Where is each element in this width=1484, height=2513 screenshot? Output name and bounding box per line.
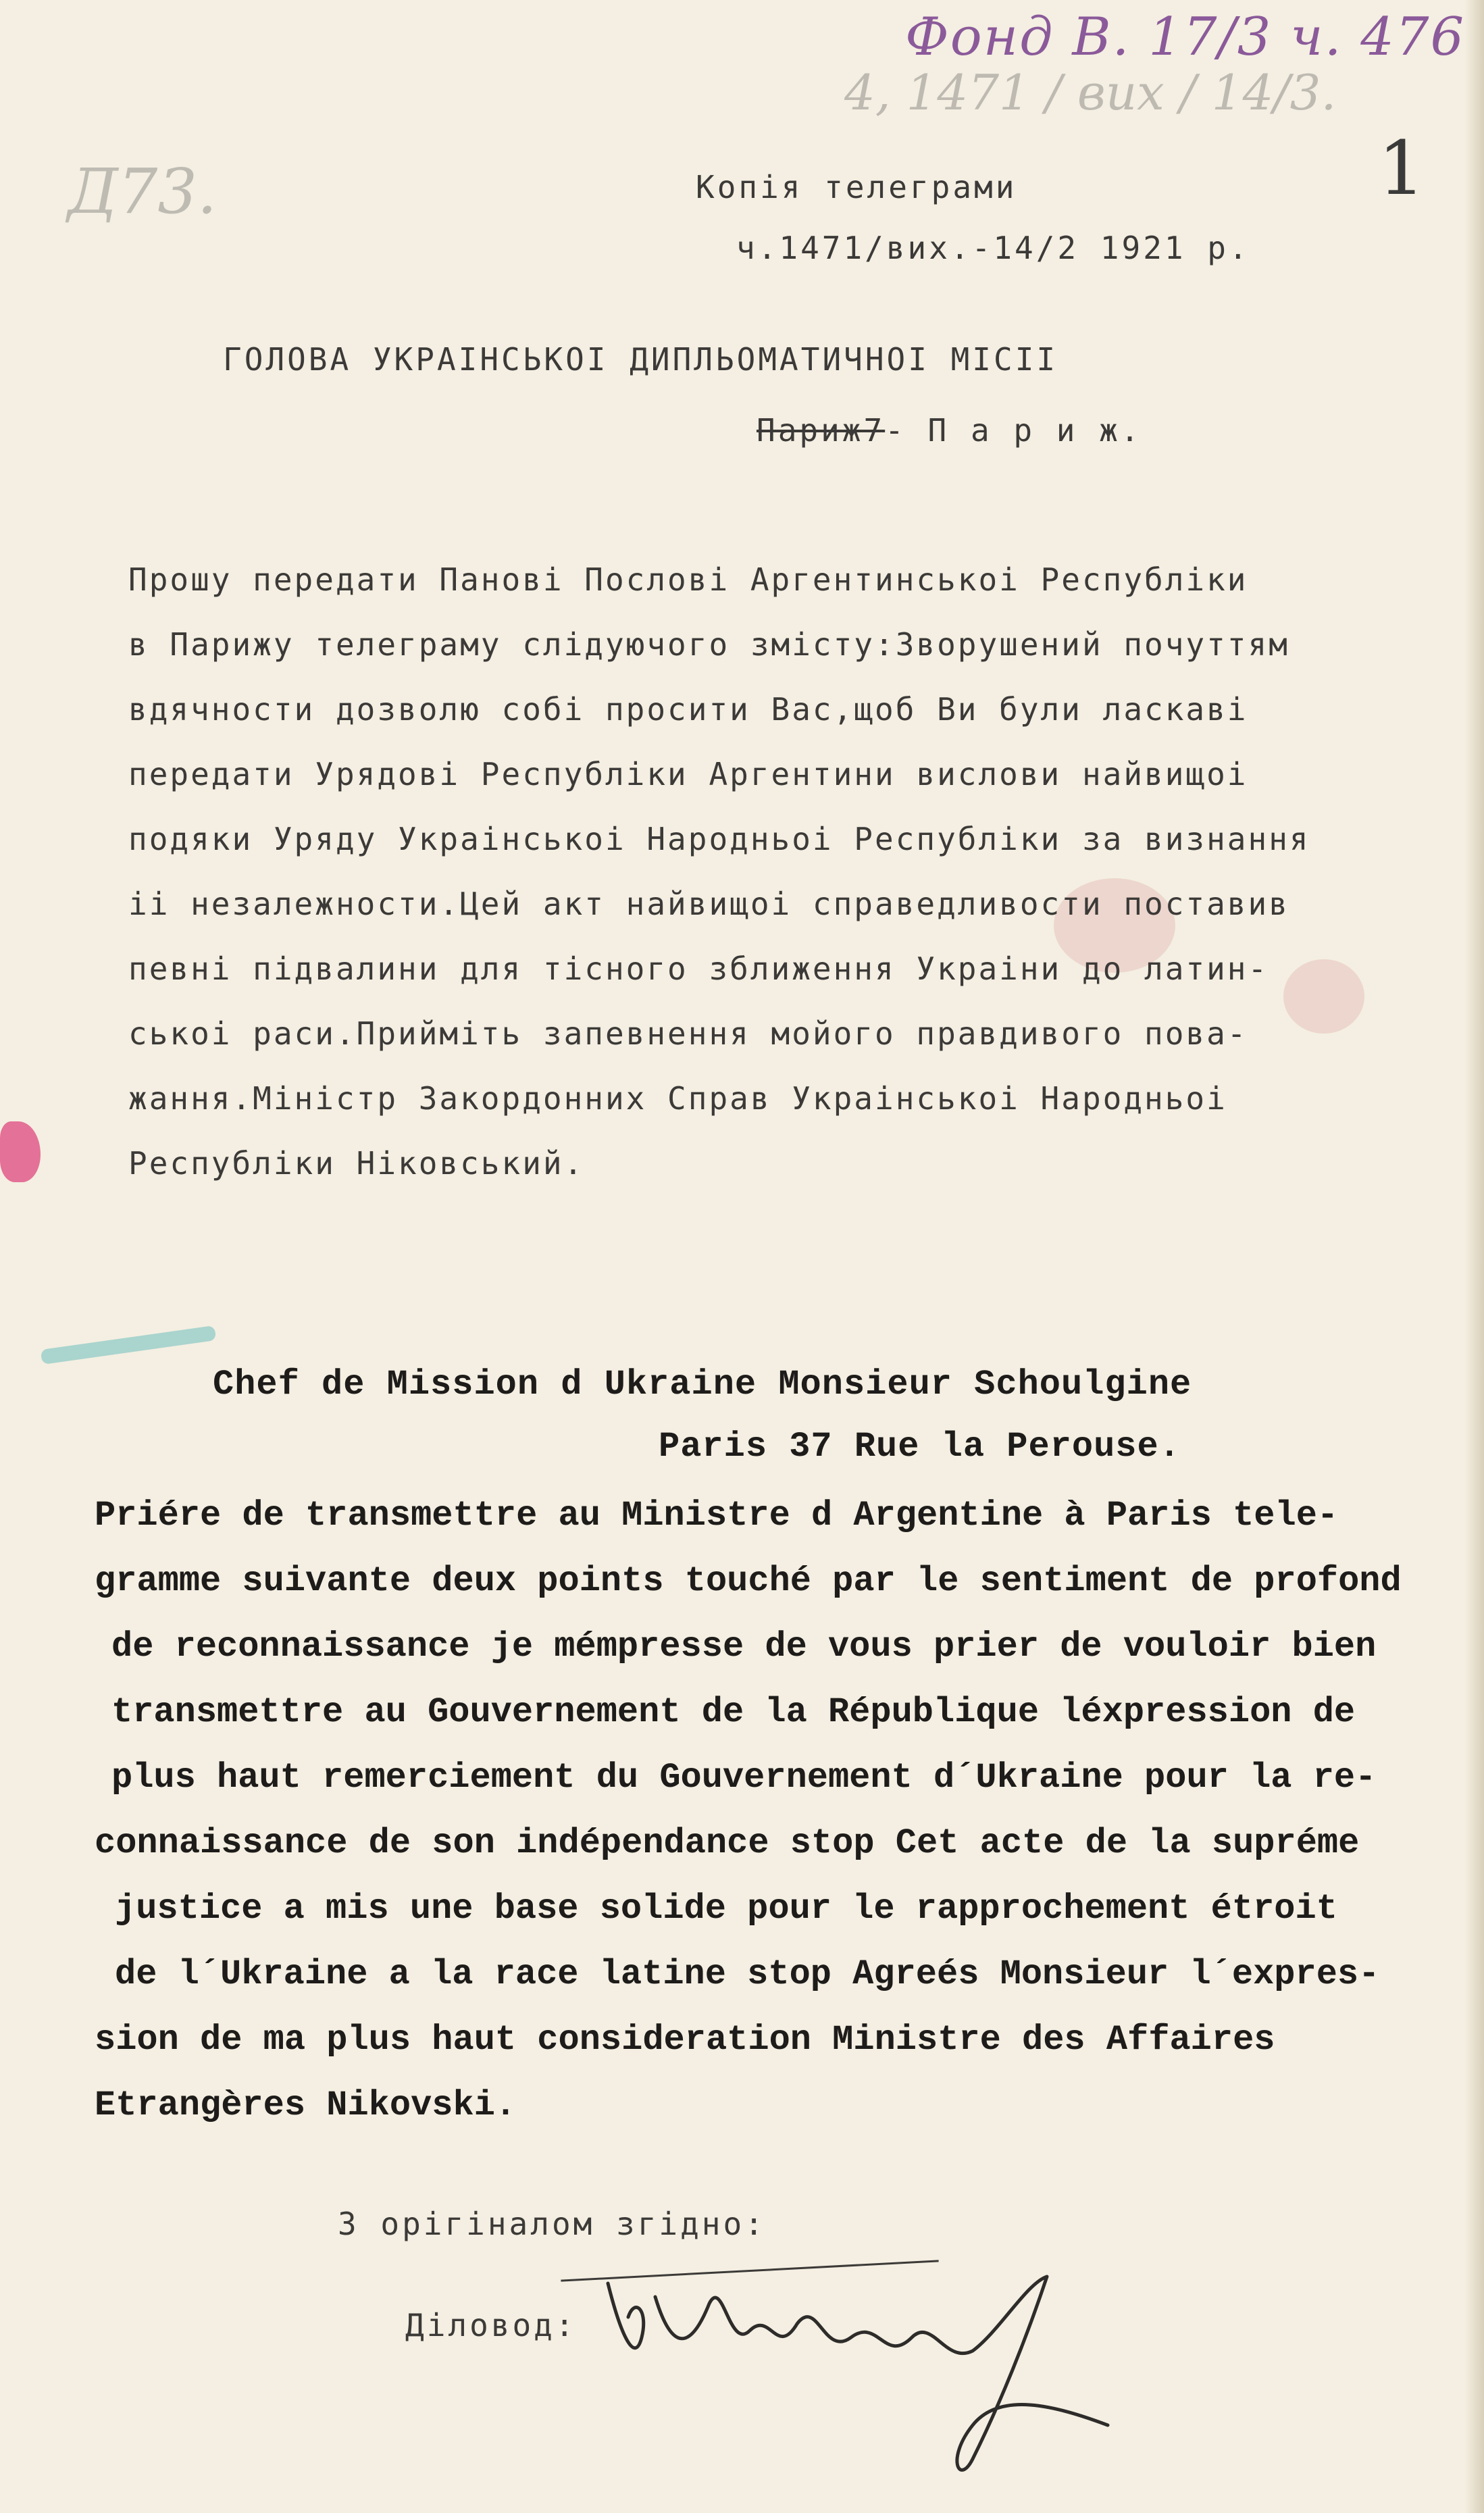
body-ua-line: в Парижу телеграму слідуючого змісту:Зворушений почуттям (128, 626, 1289, 663)
body-fr-line: transmettre au Gouvernement de la République léxpression de (111, 1692, 1356, 1732)
teal-ink-mark (41, 1325, 217, 1365)
body-ua-line: вдячности дозволю собі просити Вас,щоб Ви були ласкаві (128, 691, 1248, 728)
body-fr-line: Priére de transmettre au Ministre d Argentine à Paris tele- (95, 1496, 1339, 1535)
body-ua-line: жання.Міністр Закордонних Справ Украінськоі Народньоі (128, 1080, 1227, 1117)
addressee-fr-line2: Paris 37 Rue la Perouse. (659, 1427, 1181, 1467)
body-fr-line: plus haut remerciement du Gouvernement d´Ukraine pour la re- (111, 1758, 1377, 1798)
body-fr-line: Etrangères Nikovski. (95, 2085, 517, 2125)
body-ua-line: певні підвалини для тісного зближення Украіни до латин- (128, 950, 1269, 987)
pencil-note: Д73. (68, 155, 218, 228)
telegram-body-ua (128, 547, 1445, 1196)
struck-text: Париж7 (757, 412, 886, 449)
body-ua-line: подяки Уряду Украінськоі Народньоі Республіки за визнання (128, 821, 1310, 857)
archive-reference: Фонд В. 17/3 ч. 476 (905, 7, 1466, 68)
body-ua-line: Республіки Ніковський. (128, 1145, 585, 1182)
page-number: 1 (1378, 125, 1425, 211)
telegram-body-fr (95, 1483, 1452, 2138)
body-fr-line: connaissance de son indépendance stop Cet acte de la supréme (95, 1823, 1360, 1863)
body-ua-line: передати Урядові Республіки Аргентини вислови найвищоі (128, 756, 1248, 792)
addressee-fr-line1: Chef de Mission d Ukraine Monsieur Schoulgine (213, 1365, 1192, 1404)
telegram-number-date: ч.1471/вих.-14/2 1921 р. (736, 230, 1250, 266)
archive-reference-faded: 4, 1471 / вих / 14/3. (844, 64, 1337, 121)
certification-label: З орігіналом згідно: (338, 2206, 766, 2242)
page-edge-shadow (1465, 0, 1484, 2513)
handwritten-signature (594, 2256, 1135, 2499)
body-ua-line: Прошу передати Панові Послові Аргентинськоі Республіки (128, 561, 1248, 598)
body-fr-line: gramme suivante deux points touché par le sentiment de profond (95, 1561, 1402, 1601)
addressee-city: - П а р и ж. (885, 412, 1142, 449)
addressee-title-ua: ГОЛОВА УКРАІНСЬКОІ ДИПЛЬОМАТИЧНОІ МІСІІ (223, 341, 1058, 378)
pink-ink-mark (0, 1121, 41, 1182)
copy-label: Копія телеграми (696, 169, 1017, 205)
addressee-city-line (757, 412, 1142, 449)
body-ua-line: ськоі раси.Прийміть запевнення мойого правдивого пова- (128, 1015, 1248, 1052)
body-ua-line: іі незалежности.Цей акт найвищоі справедливости поставив (128, 886, 1289, 922)
body-fr-line: sion de ma plus haut consideration Ministre des Affaires (95, 2020, 1275, 2060)
body-fr-line: de reconnaissance je mémpresse de vous prier de vouloir bien (111, 1627, 1377, 1667)
clerk-label: Діловод: (405, 2307, 577, 2343)
body-fr-line: justice a mis une base solide pour le rapprochement étroit (115, 1889, 1337, 1929)
body-fr-line: de l´Ukraine a la race latine stop Agreés Monsieur l´expres- (115, 1954, 1380, 1994)
